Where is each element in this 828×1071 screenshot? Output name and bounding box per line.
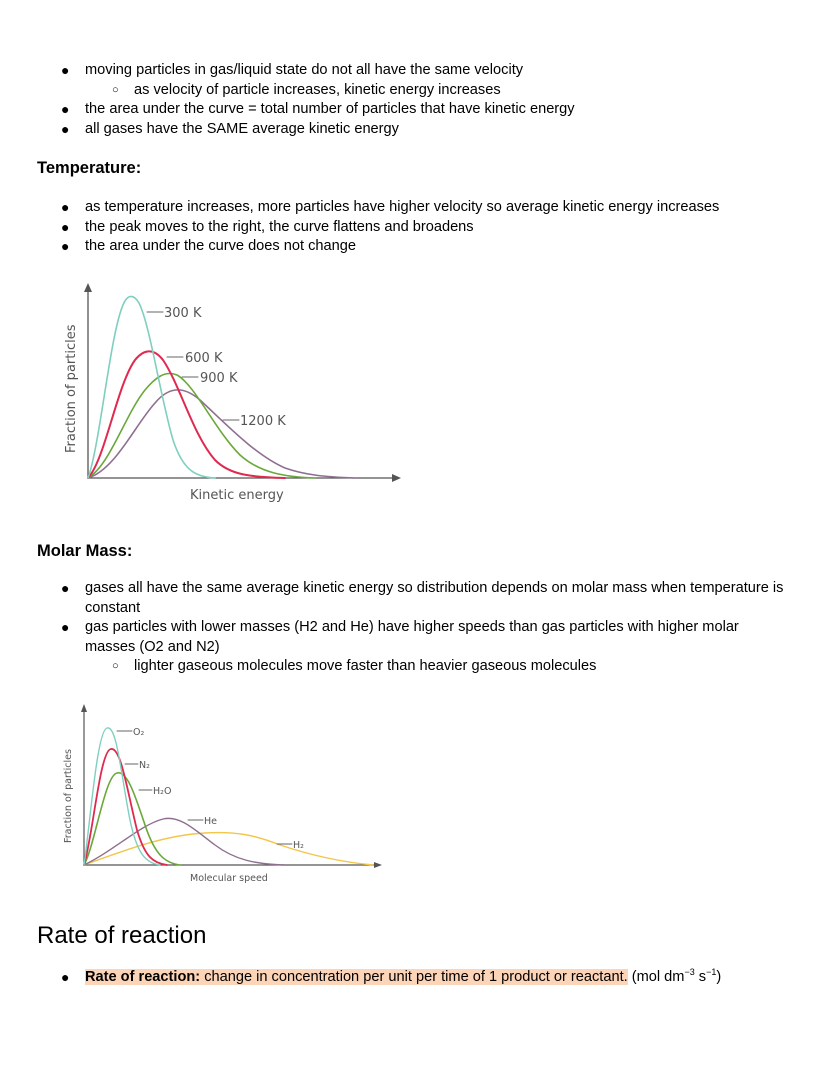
list-item: ● the peak moves to the right, the curve flattens and broadens <box>85 218 719 238</box>
hollow-bullet-icon: ○ <box>112 660 119 672</box>
label-he: He <box>204 816 217 827</box>
bullet-icon: ● <box>61 580 70 596</box>
temperature-list <box>61 198 720 257</box>
temperature-heading: Temperature: <box>37 159 142 177</box>
bullet-icon: ● <box>61 101 70 117</box>
bullet-icon: ● <box>61 120 70 137</box>
list-item: ● moving particles in gas/liquid state do not all have the same velocity <box>85 61 575 81</box>
rate-list <box>61 967 722 988</box>
term: Rate of reaction: <box>85 969 201 985</box>
bullet-icon: ● <box>61 62 70 78</box>
label-n2: N₂ <box>139 760 150 771</box>
label-h2: H₂ <box>293 840 304 851</box>
label-300k: 300 K <box>164 306 202 321</box>
list-item: ● the area under the curve does not change <box>85 237 719 257</box>
list-item: ● as temperature increases, more particles have higher velocity so average kinetic energy increases <box>85 198 719 218</box>
list-item: ● gas particles with lower masses (H2 and He) have higher speeds than gas particles with higher molar masses (O2 and N2) <box>61 619 739 655</box>
label-600k: 600 K <box>185 351 223 366</box>
list-item <box>61 967 722 988</box>
list-item: ● the area under the curve = total number of particles that have kinetic energy <box>85 100 575 120</box>
sub-list-item: ○ as velocity of particle increases, kinetic energy increases <box>85 81 575 101</box>
list-item: ● gases all have the same average kinetic energy so distribution depends on molar mass when temperature is constant <box>61 580 784 616</box>
intro-list <box>61 61 575 139</box>
label-h2o: H₂O <box>153 786 172 797</box>
label-900k: 900 K <box>200 371 238 386</box>
bullet-icon: ● <box>61 619 70 635</box>
list-item: ● all gases have the SAME average kinetic energy <box>85 120 575 140</box>
x-axis-arrow-icon <box>374 862 382 868</box>
bullet-icon: ● <box>61 199 70 215</box>
y-axis-label: Fraction of particles <box>63 749 74 843</box>
y-axis-arrow-icon <box>81 704 87 712</box>
sub-list-item: ○ lighter gaseous molecules move faster than heavier gaseous molecules <box>85 657 783 677</box>
x-axis-arrow-icon <box>392 474 401 482</box>
bullet-icon: ● <box>61 218 70 235</box>
bullet-icon: ● <box>61 969 70 985</box>
molar-mass-list <box>61 579 784 677</box>
highlighted-definition: Rate of reaction: change in concentration per unit per time of 1 product or reactant. <box>85 969 628 985</box>
y-axis-label: Fraction of particles <box>64 324 79 453</box>
label-o2: O₂ <box>133 727 145 738</box>
molar-mass-heading: Molar Mass: <box>37 542 133 560</box>
curve-o2 <box>84 728 160 865</box>
molar-mass-distribution-chart <box>55 695 395 895</box>
temperature-distribution-chart <box>55 275 415 515</box>
y-axis-arrow-icon <box>84 283 92 292</box>
x-axis-label: Molecular speed <box>190 873 268 884</box>
curve-300k <box>88 296 215 478</box>
bullet-icon: ● <box>61 238 70 254</box>
x-axis-label: Kinetic energy <box>190 488 284 503</box>
curve-he <box>84 818 285 865</box>
label-1200k: 1200 K <box>240 414 286 429</box>
hollow-bullet-icon: ○ <box>112 83 119 96</box>
rate-of-reaction-heading: Rate of reaction <box>37 922 207 949</box>
units: (mol $dm^{-3}$ $s^{-1}$) <box>627 967 722 985</box>
